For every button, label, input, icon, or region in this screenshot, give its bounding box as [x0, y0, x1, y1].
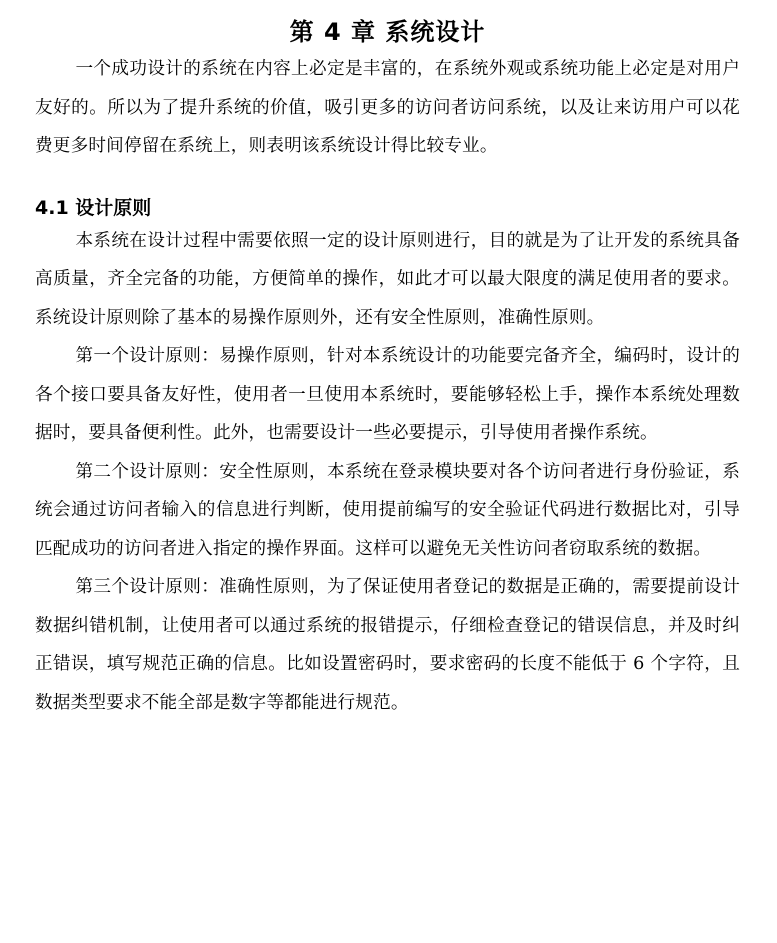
- document-page: [35, 0, 740, 722]
- paragraph-security-principle: 第二个设计原则：安全性原则，本系统在登录模块要对各个访问者进行身份验证，系统会通过访问者输入的信息进行判断，使用提前编写的安全验证代码进行数据比对，引导匹配成功的访问者进入指定的操作界面。这样可以避免无关性访问者窃取系统的数据。: [35, 461, 740, 559]
- paragraph-ease-of-use-principle: 第一个设计原则：易操作原则，针对本系统设计的功能要完备齐全，编码时，设计的各个接口要具备友好性，使用者一旦使用本系统时，要能够轻松上手，操作本系统处理数据时，要具备便利性。此外，也需要设计一些必要提示，引导使用者操作系统。: [35, 346, 740, 443]
- intro-paragraph: 一个成功设计的系统在内容上必定是丰富的，在系统外观或系统功能上必定是对用户友好的。所以为了提升系统的价值，吸引更多的访问者访问系统，以及让来访用户可以花费更多时间停留在系统上，则表明该系统设计得比较专业。: [35, 59, 740, 156]
- paragraph-principles-overview: 本系统在设计过程中需要依照一定的设计原则进行，目的就是为了让开发的系统具备高质量，齐全完备的功能，方便简单的操作，如此才可以最大限度的满足使用者的要求。系统设计原则除了基本的易操作原则外，还有安全性原则，准确性原则。: [35, 230, 740, 328]
- section-title: 4.1 设计原则: [35, 196, 152, 219]
- paragraph-accuracy-principle: 第三个设计原则：准确性原则，为了保证使用者登记的数据是正确的，需要提前设计数据纠错机制，让使用者可以通过系统的报错提示，仔细检查登记的错误信息，并及时纠正错误，填写规范正确的信息。比如设置密码时，要求密码的长度不能低于 6 个字符，且数据类型要求不能全部是数字等都能进行规范。: [35, 577, 740, 713]
- chapter-title: 第 4 章 系统设计: [289, 18, 486, 46]
